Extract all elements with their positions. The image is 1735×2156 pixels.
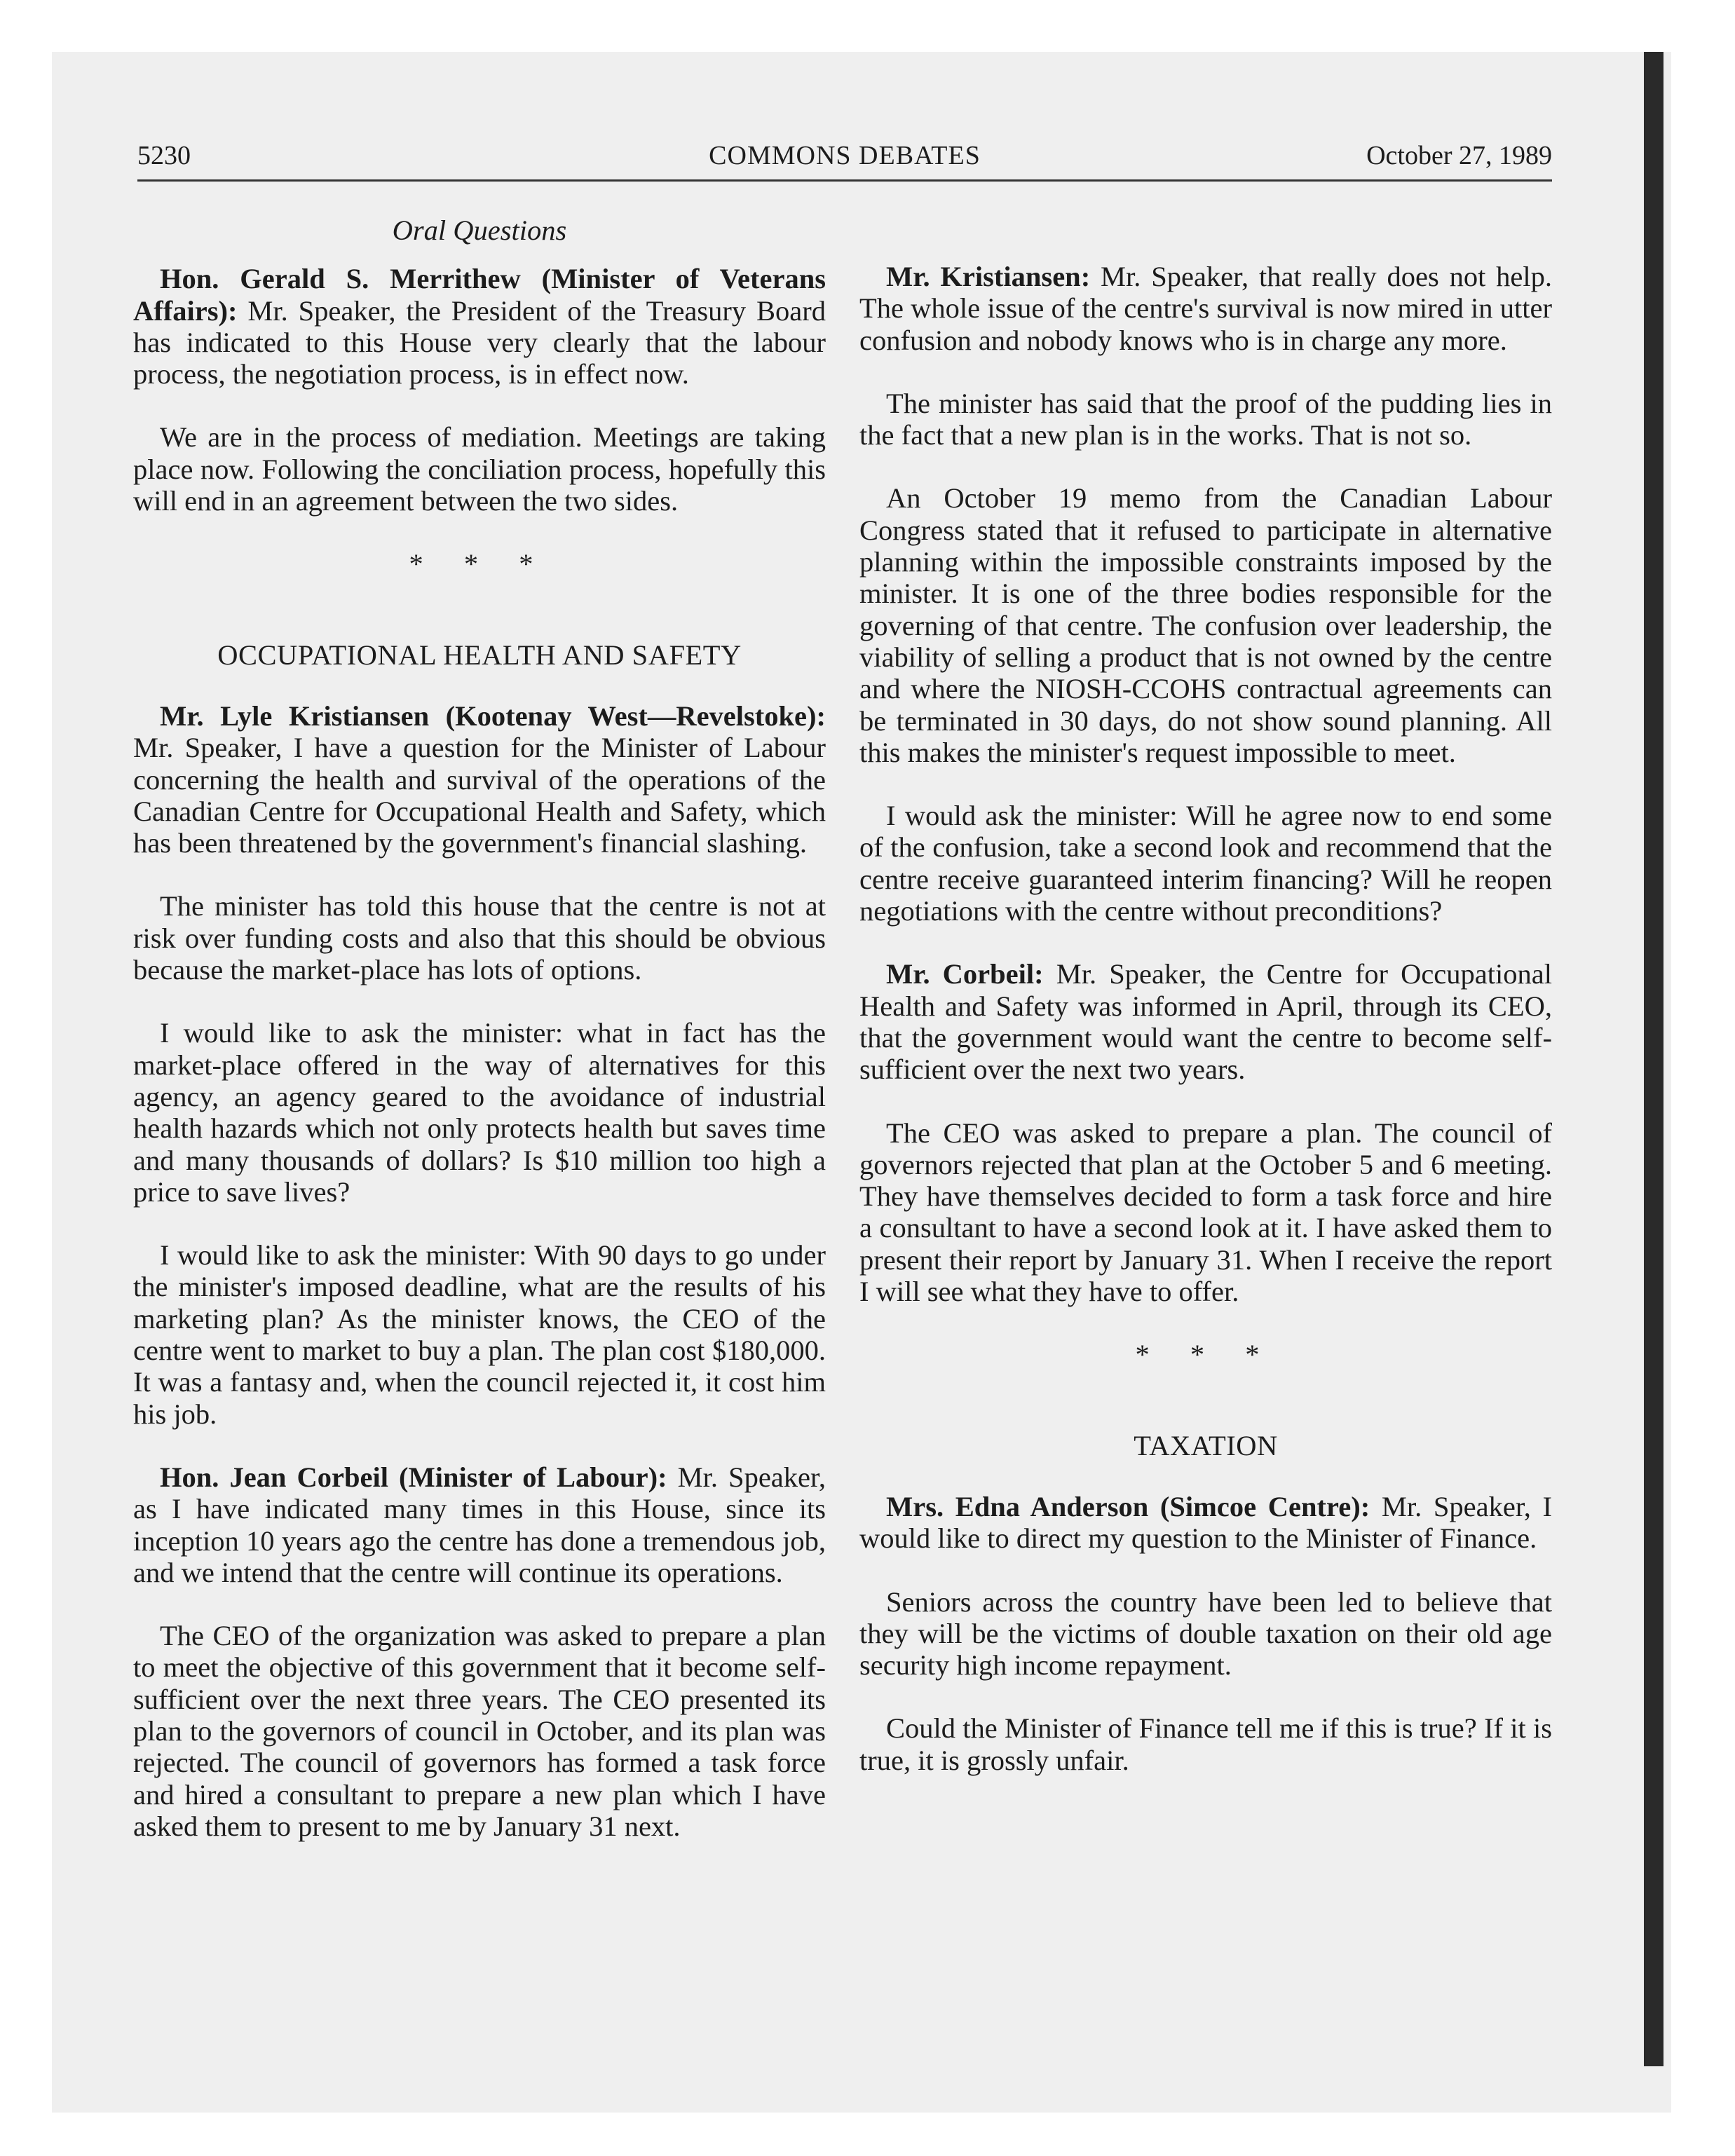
speaker-name: Hon. Gerald S. Merrithew (Minister of Veterans Affairs): — [133, 263, 826, 327]
paragraph — [859, 1491, 1552, 1555]
page-number: 5230 — [137, 141, 191, 170]
speaker-name: Mr. Kristiansen: — [886, 261, 1091, 292]
right-column — [859, 261, 1552, 1808]
issue-date: October 27, 1989 — [1366, 141, 1552, 170]
paragraph: Could the Minister of Finance tell me if this is true? If it is true, it is grossly unfair. — [859, 1712, 1552, 1776]
paragraph-text: Mr. Speaker, I have a question for the Minister of Labour concerning the health and survival of the operations of the Canadian Centre for Occupational Health and Safety, which has been threatened by the government's financial slashing. — [133, 732, 826, 859]
section-divider: * * * — [409, 548, 550, 580]
paragraph: The minister has said that the proof of the pudding lies in the fact that a new plan is in the works. That is not so. — [859, 387, 1552, 451]
section-divider: * * * — [1135, 1339, 1277, 1371]
paragraph: The minister has told this house that the centre is not at risk over funding costs and also that this should be obvious because the market-place has lots of options. — [133, 890, 826, 986]
speaker-name: Hon. Jean Corbeil (Minister of Labour): — [160, 1461, 667, 1493]
speaker-name: Mr. Corbeil: — [886, 958, 1044, 990]
paragraph-text: Mr. Speaker, the Centre for Occupational Health and Safety was informed in April, through its CEO, that the government would want the centre to become self-sufficient over the next two years. — [859, 958, 1552, 1086]
running-title: COMMONS DEBATES — [709, 141, 981, 170]
left-column — [133, 214, 826, 1874]
running-header — [137, 137, 1552, 182]
paragraph — [133, 1461, 826, 1588]
paragraph: An October 19 memo from the Canadian Labour Congress stated that it refused to participate in alternative planning within the impossible constraints imposed by the minister. It is one of the three bodies responsible for the governing of that centre. The confusion over leadership, the viability of selling a product that is not owned by the centre and where the NIOSH-CCOHS contractual agreements can be terminated in 30 days, do not show sound planning. All this makes the minister's request impossible to meet. — [859, 482, 1552, 768]
paragraph — [133, 263, 826, 390]
section-heading: TAXATION — [1134, 1429, 1278, 1461]
paragraph-text: Mr. Speaker, I would like to direct my question to the Minister of Finance. — [859, 1490, 1552, 1555]
paragraph-text: Mr. Speaker, as I have indicated many times in this House, since its inception 10 years ago the centre has done a tremendous job, and we intend that the centre will continue its operations. — [133, 1461, 826, 1588]
paragraph: The CEO was asked to prepare a plan. The council of governors rejected that plan at the October 5 and 6 meeting. They have themselves decided to form a task force and hire a consultant to have a second look at it. I have asked them to present their report by January 31. When I receive the report I will see what they have to offer. — [859, 1117, 1552, 1308]
paragraph: I would ask the minister: Will he agree now to end some of the confusion, take a second look and recommend that the centre receive guaranteed interim financing? Will he reopen negotiations with the centre without preconditions? — [859, 800, 1552, 927]
speaker-name: Mr. Lyle Kristiansen (Kootenay West—Revelstoke): — [160, 700, 826, 732]
scan-edge-bar — [1644, 52, 1663, 2066]
paragraph — [859, 261, 1552, 356]
paragraph — [133, 700, 826, 859]
paragraph: I would like to ask the minister: what in fact has the market-place offered in the way of alternatives for this agency, an agency geared to the avoidance of industrial health hazards which not only protects health but saves time and many thousands of dollars? Is $10 million too high a price to save lives? — [133, 1017, 826, 1208]
paragraph: The CEO of the organization was asked to prepare a plan to meet the objective of this government that it become self-sufficient over the next three years. The CEO presented its plan to the governors of council in October, and its plan was rejected. The council of governors has formed a task force and hired a consultant to prepare a new plan which I have asked them to present to me by January 31 next. — [133, 1620, 826, 1842]
section-heading: OCCUPATIONAL HEALTH AND SAFETY — [217, 639, 742, 671]
paragraph — [859, 958, 1552, 1085]
paragraph-text: Mr. Speaker, that really does not help. The whole issue of the centre's survival is now mired in utter confusion and nobody knows who is in charge any more. — [859, 261, 1552, 356]
paragraph: We are in the process of mediation. Meetings are taking place now. Following the conciliation process, hopefully this will end in an agreement between the two sides. — [133, 421, 826, 517]
section-label: Oral Questions — [392, 214, 567, 246]
paragraph-text: Mr. Speaker, the President of the Treasury Board has indicated to this House very clearly that the labour process, the negotiation process, is in effect now. — [133, 294, 826, 390]
paragraph: Seniors across the country have been led to believe that they will be the victims of double taxation on their old age security high income repayment. — [859, 1585, 1552, 1681]
paragraph: I would like to ask the minister: With 90 days to go under the minister's imposed deadline, what are the results of his marketing plan? As the minister knows, the CEO of the centre went to market to buy a plan. The plan cost $180,000. It was a fantasy and, when the council rejected it, it cost him his job. — [133, 1239, 826, 1430]
speaker-name: Mrs. Edna Anderson (Simcoe Centre): — [886, 1490, 1370, 1522]
